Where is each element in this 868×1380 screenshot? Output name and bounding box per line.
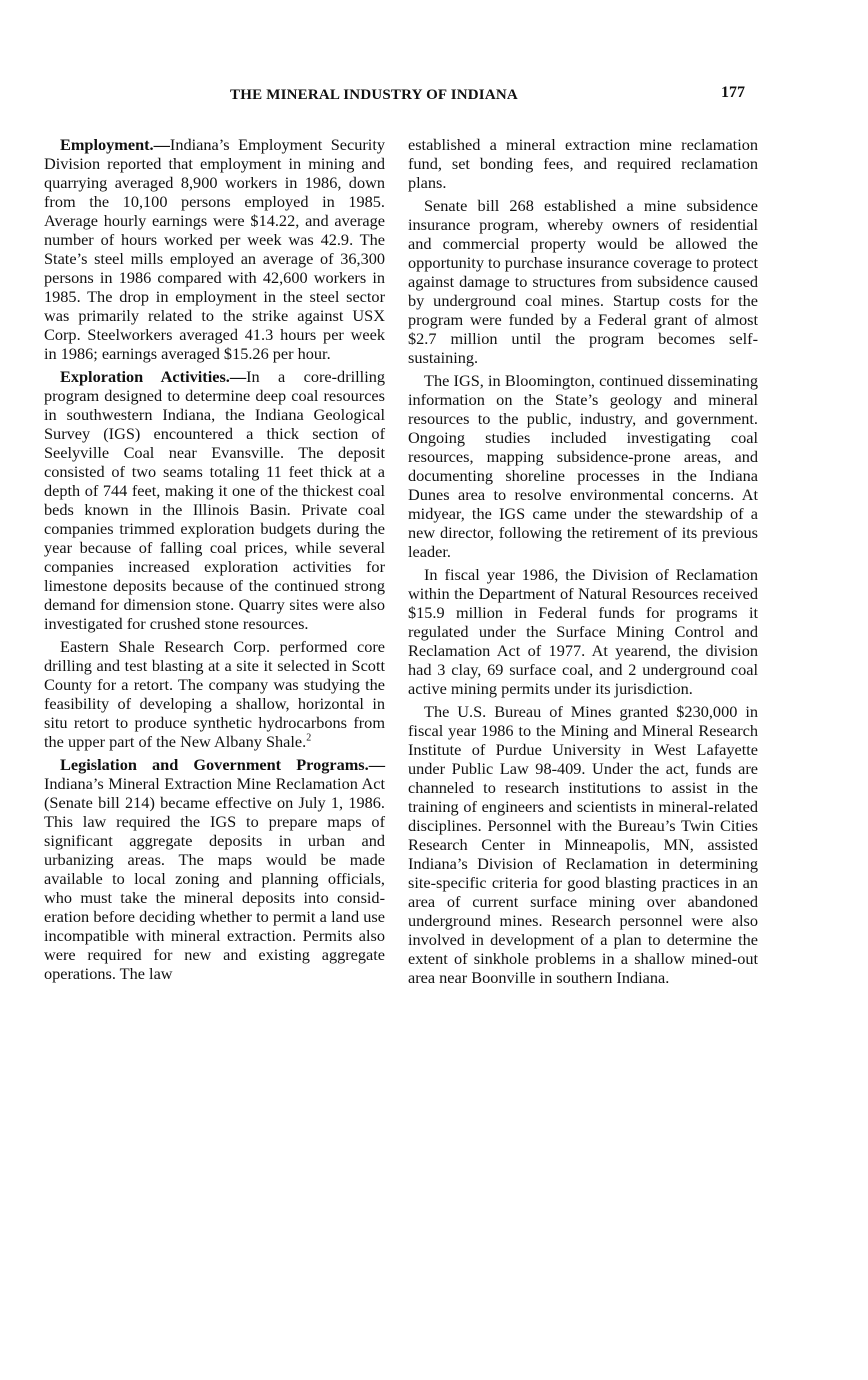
text-eastern-shale: Eastern Shale Research Corp. performed core drilling and test blasting at a site it selected in Scott County for a retort. The company was studying the feasibility of developing a shallow, horizontal in situ retort to produce synthetic hydrocarbons from the upper part of the New Albany Shale. xyxy=(44,637,385,751)
right-column xyxy=(408,135,758,991)
left-column xyxy=(44,135,385,987)
paragraph-exploration xyxy=(44,367,385,633)
heading-legislation: Legislation and Government Programs.— xyxy=(60,755,385,774)
page-number: 177 xyxy=(721,84,745,101)
text-legislation: Indiana’s Mineral Extraction Mine Reclamation Act (Senate bill 214) became effective on July 1, 1986. This law required the IGS to prepare maps of significant aggregate deposits in urban and urbanizing areas. The maps would be made available to local zoning and planning officials, who must take the mineral deposits into consideration before deciding whether to permit a land use incompatible with mineral extraction. Permits also were required for new and existing aggregate operations. The law xyxy=(44,774,385,983)
paragraph-division-of-reclamation: In fiscal year 1986, the Division of Reclamation within the Department of Natural Resources received $15.9 million in Federal funds for programs it regulated under the Surface Mining Control and Reclamation Act of 1977. At yearend, the division had 3 clay, 69 surface coal, and 2 underground coal active mining permits under its jurisdiction. xyxy=(408,565,758,698)
heading-employment: Employment.— xyxy=(60,135,170,154)
running-title: THE MINERAL INDUSTRY OF INDIANA xyxy=(230,87,518,103)
paragraph-legislation xyxy=(44,755,385,983)
paragraph-continuation: established a mineral extraction mine reclamation fund, set bonding fees, and required reclamation plans. xyxy=(408,135,758,192)
paragraph-employment xyxy=(44,135,385,363)
footnote-mark: 2 xyxy=(306,732,312,744)
paragraph-senate-bill-268: Senate bill 268 established a mine subsidence insurance program, whereby owners of residential and commercial property would be allowed the opportunity to purchase insurance coverage to protect against damage to structures from subsidence caused by underground coal mines. Startup costs for the program were funded by a Federal grant of almost $2.7 million until the program becomes self-sustaining. xyxy=(408,196,758,367)
paragraph-bureau-of-mines: The U.S. Bureau of Mines granted $230,000 in fiscal year 1986 to the Mining and Mineral Research Institute of Purdue University in West Lafayette under Public Law 98-409. Under the act, funds are channeled to research institutions to assist in the training of engineers and scientists in mineral-related disciplines. Personnel with the Bureau’s Twin Cities Research Center in Minneapolis, MN, assisted Indiana’s Division of Reclamation in determining site-specific criteria for good blasting practices in an area of current surface mining over abandoned underground mines. Research personnel were also involved in development of a plan to determine the extent of sinkhole problems in a shallow mined-out area near Boonville in southern Indiana. xyxy=(408,702,758,987)
paragraph-igs: The IGS, in Bloomington, continued disseminating information on the State’s geology and mineral resources to the public, industry, and government. Ongoing studies included investigating coal resources, mapping subsidence-prone areas, and documenting shoreline processes in the Indiana Dunes area to resolve environmental concerns. At midyear, the IGS came under the stewardship of a new director, following the retirement of its previous leader. xyxy=(408,371,758,561)
text-exploration: In a core-drilling program designed to determine deep coal resources in southwestern Indiana, the Indiana Geological Survey (IGS) encountered a thick section of Seelyville Coal near Evansville. The deposit consisted of two seams totaling 11 feet thick at a depth of 744 feet, making it one of the thickest coal beds known in the Illinois Basin. Private coal companies trimmed exploration budgets during the year because of falling coal prices, while several companies increased exploration activities for limestone deposits because of the continued strong demand for dimension stone. Quarry sites were also investigated for crushed stone resources. xyxy=(44,367,385,633)
text-employment: Indiana’s Employment Security Division reported that employment in mining and quarrying averaged 8,900 workers in 1986, down from the 10,100 persons employed in 1985. Average hourly earnings were $14.22, and average number of hours worked per week was 42.9. The State’s steel mills employed an average of 36,300 persons in 1986 compared with 42,600 workers in 1985. The drop in employment in the steel sector was primarily related to the strike against USX Corp. Steelworkers averaged 41.3 hours per week in 1986; earnings averaged $15.26 per hour. xyxy=(44,135,385,363)
heading-exploration: Exploration Activities.— xyxy=(60,367,247,386)
paragraph-eastern-shale xyxy=(44,637,385,751)
